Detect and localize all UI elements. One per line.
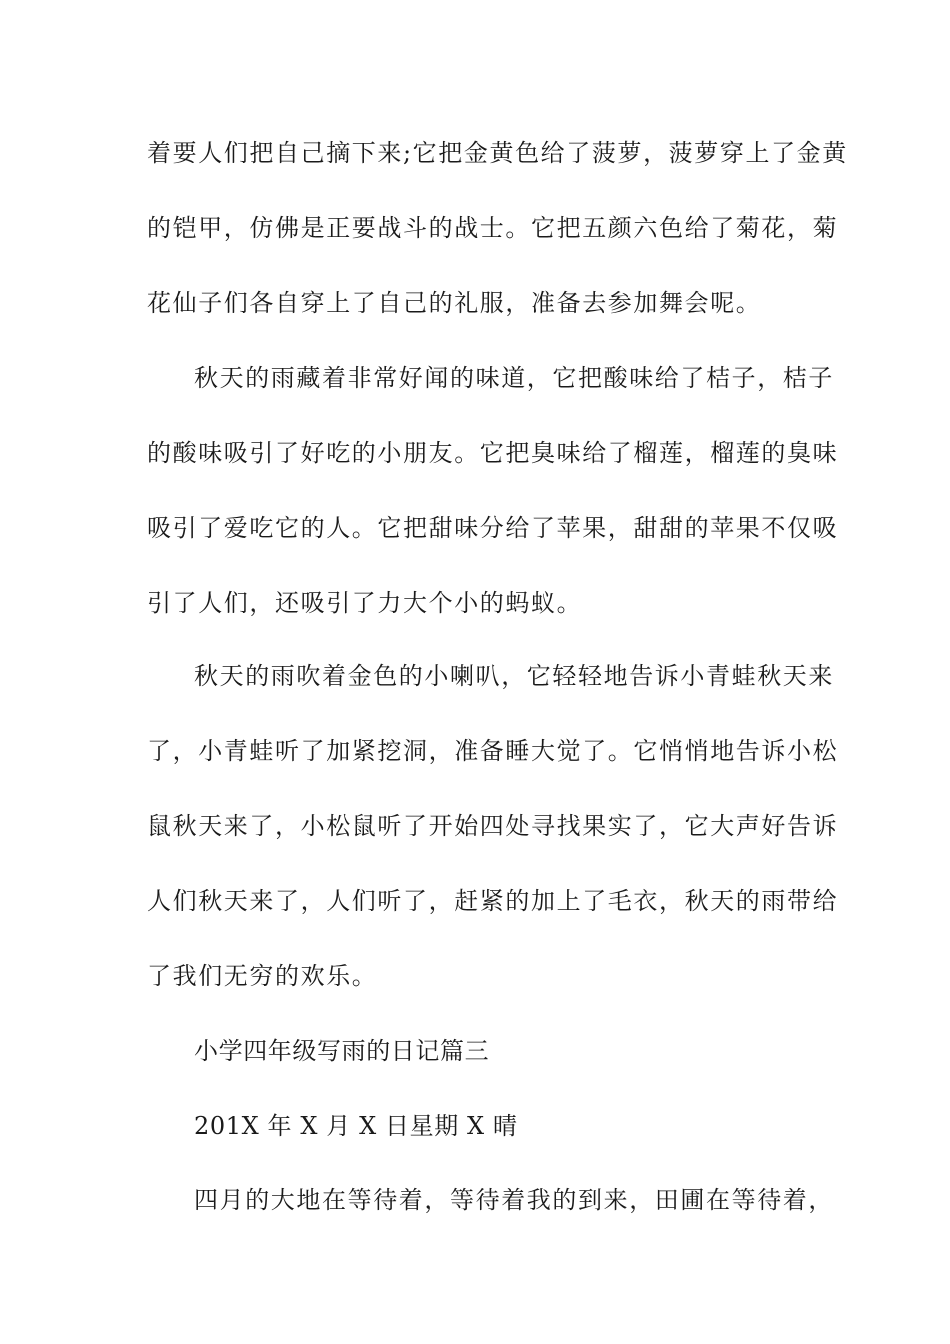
diary-date-line: 201X 年 X 月 X 日星期 X 晴	[194, 1112, 518, 1140]
text-line: 的酸味吸引了好吃的小朋友。它把臭味给了榴莲，榴莲的臭味	[147, 439, 839, 467]
text-line: 着要人们把自己摘下来;它把金黄色给了菠萝，菠萝穿上了金黄	[147, 139, 848, 167]
text-line: 鼠秋天来了，小松鼠听了开始四处寻找果实了，它大声好告诉	[147, 812, 839, 840]
paragraph-first-line: 秋天的雨吹着金色的小喇叭，它轻轻地告诉小青蛙秋天来	[194, 662, 834, 690]
text-line: 人们秋天来了，人们听了，赶紧的加上了毛衣，秋天的雨带给	[147, 887, 839, 915]
text-line: 的铠甲，仿佛是正要战斗的战士。它把五颜六色给了菊花，菊	[147, 214, 839, 242]
text-line: 花仙子们各自穿上了自己的礼服，准备去参加舞会呢。	[147, 289, 762, 317]
section-heading: 小学四年级写雨的日记篇三	[194, 1037, 490, 1065]
text-line: 吸引了爱吃它的人。它把甜味分给了苹果，甜甜的苹果不仅吸	[147, 514, 839, 542]
text-line: 引了人们，还吸引了力大个小的蚂蚁。	[147, 589, 583, 617]
text-line: 了我们无穷的欢乐。	[147, 962, 378, 990]
paragraph-first-line: 秋天的雨藏着非常好闻的味道，它把酸味给了桔子，桔子	[194, 364, 834, 392]
paragraph-first-line: 四月的大地在等待着，等待着我的到来，田圃在等待着，	[194, 1186, 834, 1214]
text-line: 了，小青蛙听了加紧挖洞，准备睡大觉了。它悄悄地告诉小松	[147, 737, 839, 765]
